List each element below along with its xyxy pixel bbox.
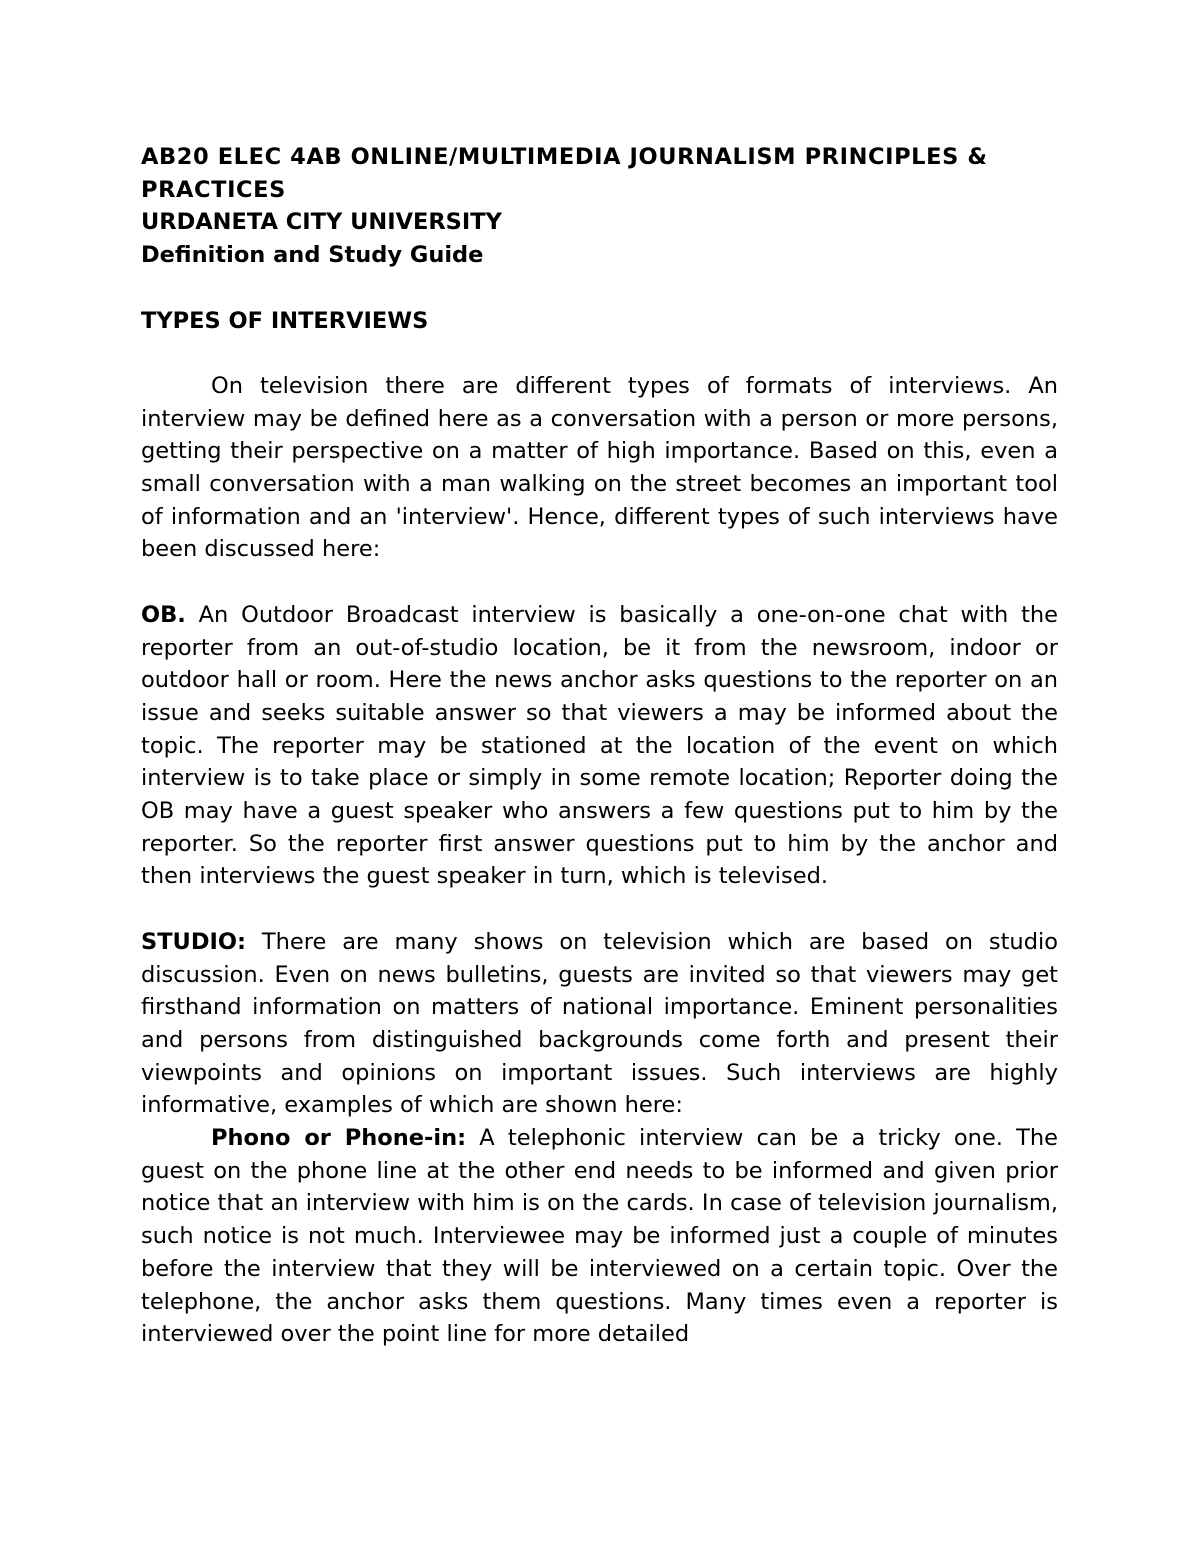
spacer (141, 893, 1058, 926)
phono-term: Phono or Phone-in: (211, 1125, 467, 1152)
ob-text: An Outdoor Broadcast interview is basically a one-on-one chat with the reporter from an out-of-studio location, be it from the newsroom, indoor or outdoor hall or room. Here the news anchor asks questions to the reporter on an issue and seeks suitable answer so that viewers a may be informed about the topic. The reporter may be stationed at the location of the event on which interview is to take place or simply in some remote location; Reporter doing the OB may have a guest speaker who answers a few questions put to him by the reporter. So the reporter first answer questions put to him by the anchor and then interviews the guest speaker in turn, which is televised. (141, 601, 1058, 890)
intro-paragraph: On television there are different types of formats of interviews. An interview may be defined here as a conversation with a person or more persons, getting their perspective on a matter of high importance. Based on this, even a small conversation with a man walking on the street becomes an important tool of information and an 'interview'. Hence, different types of such interviews have been discussed here: (141, 372, 1058, 563)
university-name: URDANETA CITY UNIVERSITY (141, 209, 502, 236)
phono-paragraph (141, 1122, 1058, 1351)
studio-text: There are many shows on television which are based on studio discussion. Even on news bulletins, guests are invited so that viewers may get firsthand information on matters of national importance. Eminent personalities and persons from distinguished backgrounds come forth and present their viewpoints and opinions on important issues. Such interviews are highly informative, examples of which are shown here: (141, 928, 1058, 1119)
section-title: TYPES OF INTERVIEWS (141, 307, 429, 334)
course-title: AB20 ELEC 4AB ONLINE/MULTIMEDIA JOURNALISM PRINCIPLES & PRACTICES (141, 144, 988, 203)
phono-text: A telephonic interview can be a tricky one. The guest on the phone line at the other end needs to be informed and given prior notice that an interview with him is on the cards. In case of television journalism, such notice is not much. Interviewee may be informed just a couple of minutes before the interview that they will be interviewed on a certain topic. Over the telephone, the anchor asks them questions. Many times even a reporter is interviewed over the point line for more detailed (141, 1125, 1058, 1348)
spacer (141, 566, 1058, 599)
ob-paragraph (141, 599, 1058, 893)
spacer (141, 337, 1058, 370)
studio-paragraph (141, 926, 1058, 1122)
document-body (141, 141, 1058, 1351)
spacer (141, 272, 1058, 305)
ob-term: OB. (141, 601, 186, 628)
studio-term: STUDIO: (141, 928, 246, 955)
guide-subtitle: Definition and Study Guide (141, 242, 484, 269)
